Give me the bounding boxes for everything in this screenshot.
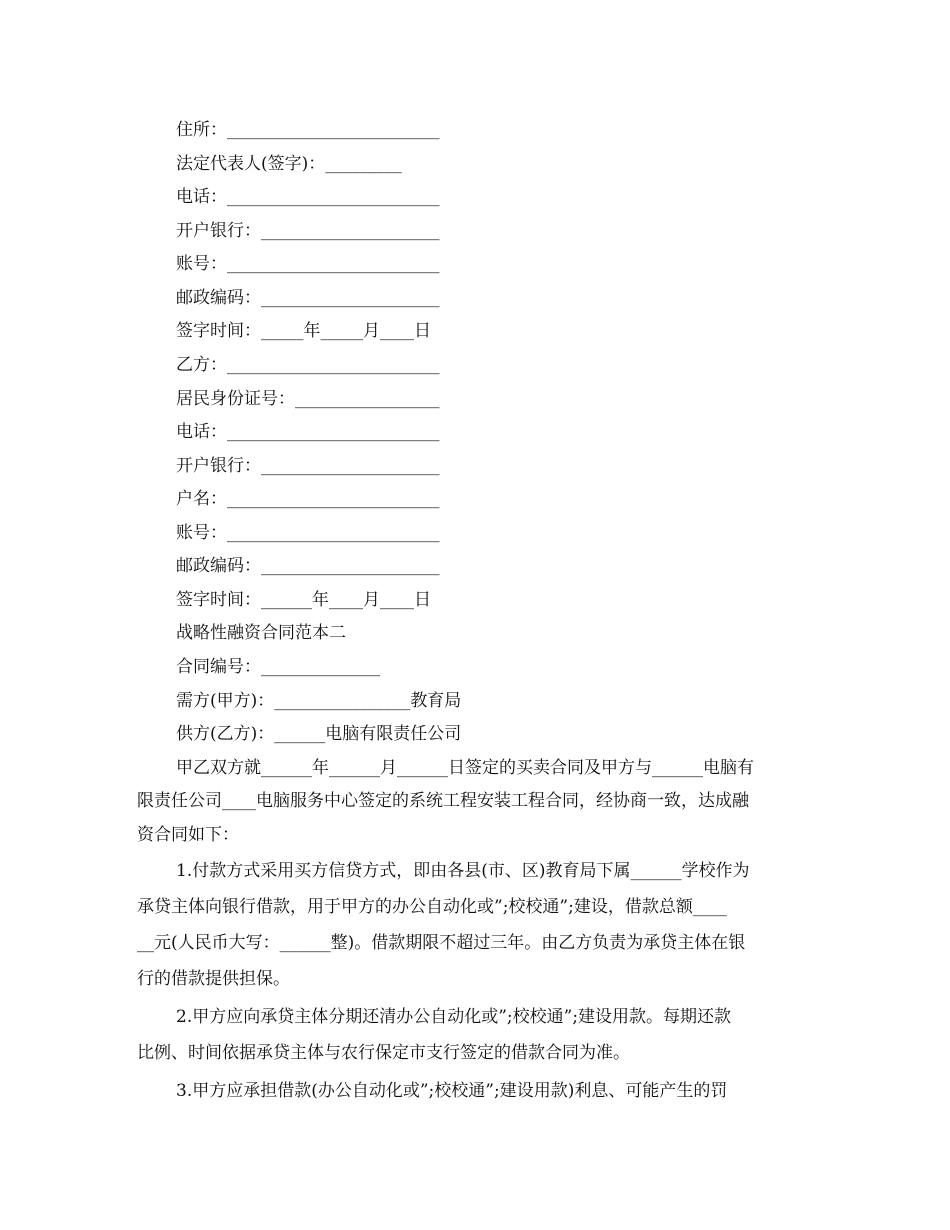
account-field-b: 账号：_________________________ — [176, 523, 440, 543]
paragraph-2-line-3: __元(人民币大写：______整)。借款期限不超过三年。由乙方负责为承贷主体在银 — [137, 933, 746, 953]
address-field: 住所：_________________________ — [176, 120, 440, 140]
legal-representative-field: 法定代表人(签字)：_________ — [176, 154, 402, 174]
paragraph-3-line-1: 2.甲方应向承贷主体分期还清办公自动化或”;校校通”;建设用款。每期还款 — [176, 1007, 732, 1027]
paragraph-3-line-2: 比例、时间依据承贷主体与农行保定市支行签定的借款合同为准。 — [137, 1043, 630, 1063]
postal-code-field-b: 邮政编码：_____________________ — [176, 556, 440, 576]
sign-date-field: 签字时间：_____年_____月____日 — [176, 321, 431, 341]
buyer-field: 需方(甲方)：________________教育局 — [176, 691, 462, 711]
sign-date-field-b: 签字时间：______年____月____日 — [176, 590, 431, 610]
paragraph-1-line-3: 资合同如下： — [137, 825, 239, 845]
phone-field: 电话：_________________________ — [176, 187, 440, 207]
section-title: 战略性融资合同范本二 — [176, 623, 346, 643]
postal-code-field: 邮政编码：_____________________ — [176, 288, 440, 308]
supplier-field: 供方(乙方)：______电脑有限责任公司 — [176, 724, 462, 744]
phone-field-b: 电话：_________________________ — [176, 422, 440, 442]
paragraph-1-line-1: 甲乙双方就______年______月______日签定的买卖合同及甲方与______电脑有 — [176, 758, 754, 778]
paragraph-2-line-4: 行的借款提供担保。 — [137, 969, 290, 989]
account-name-field: 户名：_________________________ — [176, 489, 440, 509]
bank-field-b: 开户银行：_____________________ — [176, 456, 440, 476]
paragraph-1-line-2: 限责任公司____电脑服务中心签定的系统工程安装工程合同，经协商一致，达成融 — [137, 791, 749, 811]
account-field: 账号：_________________________ — [176, 254, 440, 274]
paragraph-2-line-2: 承贷主体向银行借款，用于甲方的办公自动化或”;校校通”;建设，借款总额____ — [137, 897, 727, 917]
paragraph-4-line-1: 3.甲方应承担借款(办公自动化或”;校校通”;建设用款)利息、可能产生的罚 — [176, 1081, 728, 1101]
bank-field: 开户银行：_____________________ — [176, 221, 440, 241]
contract-number-field: 合同编号：______________ — [176, 657, 380, 677]
id-number-field: 居民身份证号：_________________ — [176, 389, 440, 409]
party-b-field: 乙方：_________________________ — [176, 355, 440, 375]
paragraph-2-line-1: 1.付款方式采用买方信贷方式，即由各县(市、区)教育局下属______学校作为 — [176, 861, 750, 881]
